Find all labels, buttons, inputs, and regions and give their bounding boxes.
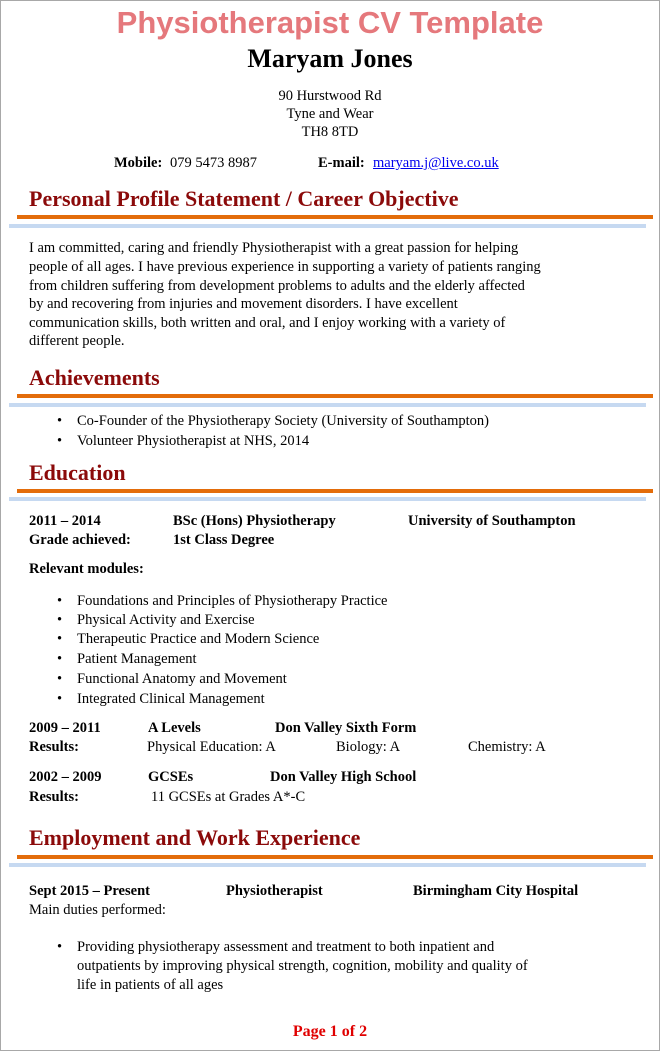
email-link[interactable]: maryam.j@live.co.uk — [373, 155, 499, 171]
alevel-course: A Levels — [148, 720, 201, 736]
results-label: Results: — [29, 739, 79, 755]
section-heading-profile: Personal Profile Statement / Career Objective — [29, 186, 459, 211]
list-item: • Physical Activity and Exercise — [77, 611, 607, 630]
profile-text: communication skills, both written and oral, and I enjoy working with a variety of — [29, 315, 506, 331]
list-item: • Therapeutic Practice and Modern Science — [77, 630, 607, 649]
alevel-institution: Don Valley Sixth Form — [275, 720, 417, 736]
section-heading-achievements: Achievements — [29, 365, 160, 390]
alevel-dates: 2009 – 2011 — [29, 720, 101, 736]
degree-dates: 2011 – 2014 — [29, 513, 101, 529]
page-number: Page 1 of 2 — [292, 1023, 368, 1040]
list-item: • Integrated Clinical Management — [77, 690, 607, 709]
mobile-label: Mobile: — [114, 155, 163, 171]
divider — [17, 855, 653, 859]
list-item: • Foundations and Principles of Physiotherapy Practice — [77, 592, 607, 611]
divider — [17, 489, 653, 493]
document-title: Physiotherapist CV Template — [116, 5, 544, 40]
list-item-continued: life in patients of all ages — [77, 977, 224, 993]
divider — [9, 863, 646, 867]
list-item: • Patient Management — [77, 650, 607, 669]
degree-course: BSc (Hons) Physiotherapy — [173, 513, 336, 529]
modules-label: Relevant modules: — [29, 561, 144, 577]
address-line: 90 Hurstwood Rd — [278, 88, 382, 104]
divider — [9, 497, 646, 501]
list-item: • Volunteer Physiotherapist at NHS, 2014 — [77, 432, 607, 451]
section-heading-education: Education — [29, 460, 126, 485]
list-item: • Functional Anatomy and Movement — [77, 670, 607, 689]
job-employer: Birmingham City Hospital — [413, 883, 579, 899]
candidate-name: Maryam Jones — [247, 44, 413, 73]
address-line: TH8 8TD — [301, 124, 359, 140]
email-label: E-mail: — [318, 155, 365, 171]
duties-label: Main duties performed: — [29, 902, 166, 918]
profile-text: from children suffering from development problems to adults and the elderly affected — [29, 278, 525, 294]
job-role: Physiotherapist — [226, 883, 323, 899]
results-label: Results: — [29, 789, 79, 805]
gcse-institution: Don Valley High School — [270, 769, 417, 785]
divider — [9, 403, 646, 407]
address-line: Tyne and Wear — [286, 106, 374, 122]
divider — [17, 215, 653, 219]
list-item-continued: outpatients by improving physical strength, cognition, mobility and quality of — [77, 958, 528, 974]
section-heading-employment: Employment and Work Experience — [29, 825, 361, 850]
divider — [17, 394, 653, 398]
profile-text: people of all ages. I have previous experience in supporting a variety of patients ranging — [29, 259, 541, 275]
result: 11 GCSEs at Grades A*-C — [151, 789, 306, 805]
profile-text: different people. — [29, 333, 125, 349]
list-item: • Co-Founder of the Physiotherapy Society (University of Southampton) — [77, 412, 607, 431]
grade-label: Grade achieved: — [29, 532, 131, 548]
result: Chemistry: A — [468, 739, 546, 755]
job-dates: Sept 2015 – Present — [29, 883, 150, 899]
mobile-number: 079 5473 8987 — [170, 155, 257, 171]
degree-institution: University of Southampton — [408, 513, 576, 529]
profile-text: I am committed, caring and friendly Physiotherapist with a great passion for helping — [29, 240, 519, 256]
gcse-dates: 2002 – 2009 — [29, 769, 102, 785]
grade-value: 1st Class Degree — [173, 532, 275, 548]
result: Biology: A — [336, 739, 401, 755]
profile-text: by and recovering from injuries and movement disorders. I have excellent — [29, 296, 458, 312]
list-item: • Providing physiotherapy assessment and treatment to both inpatient and — [77, 938, 607, 957]
gcse-course: GCSEs — [148, 769, 194, 785]
result: Physical Education: A — [147, 739, 276, 755]
divider — [9, 224, 646, 228]
